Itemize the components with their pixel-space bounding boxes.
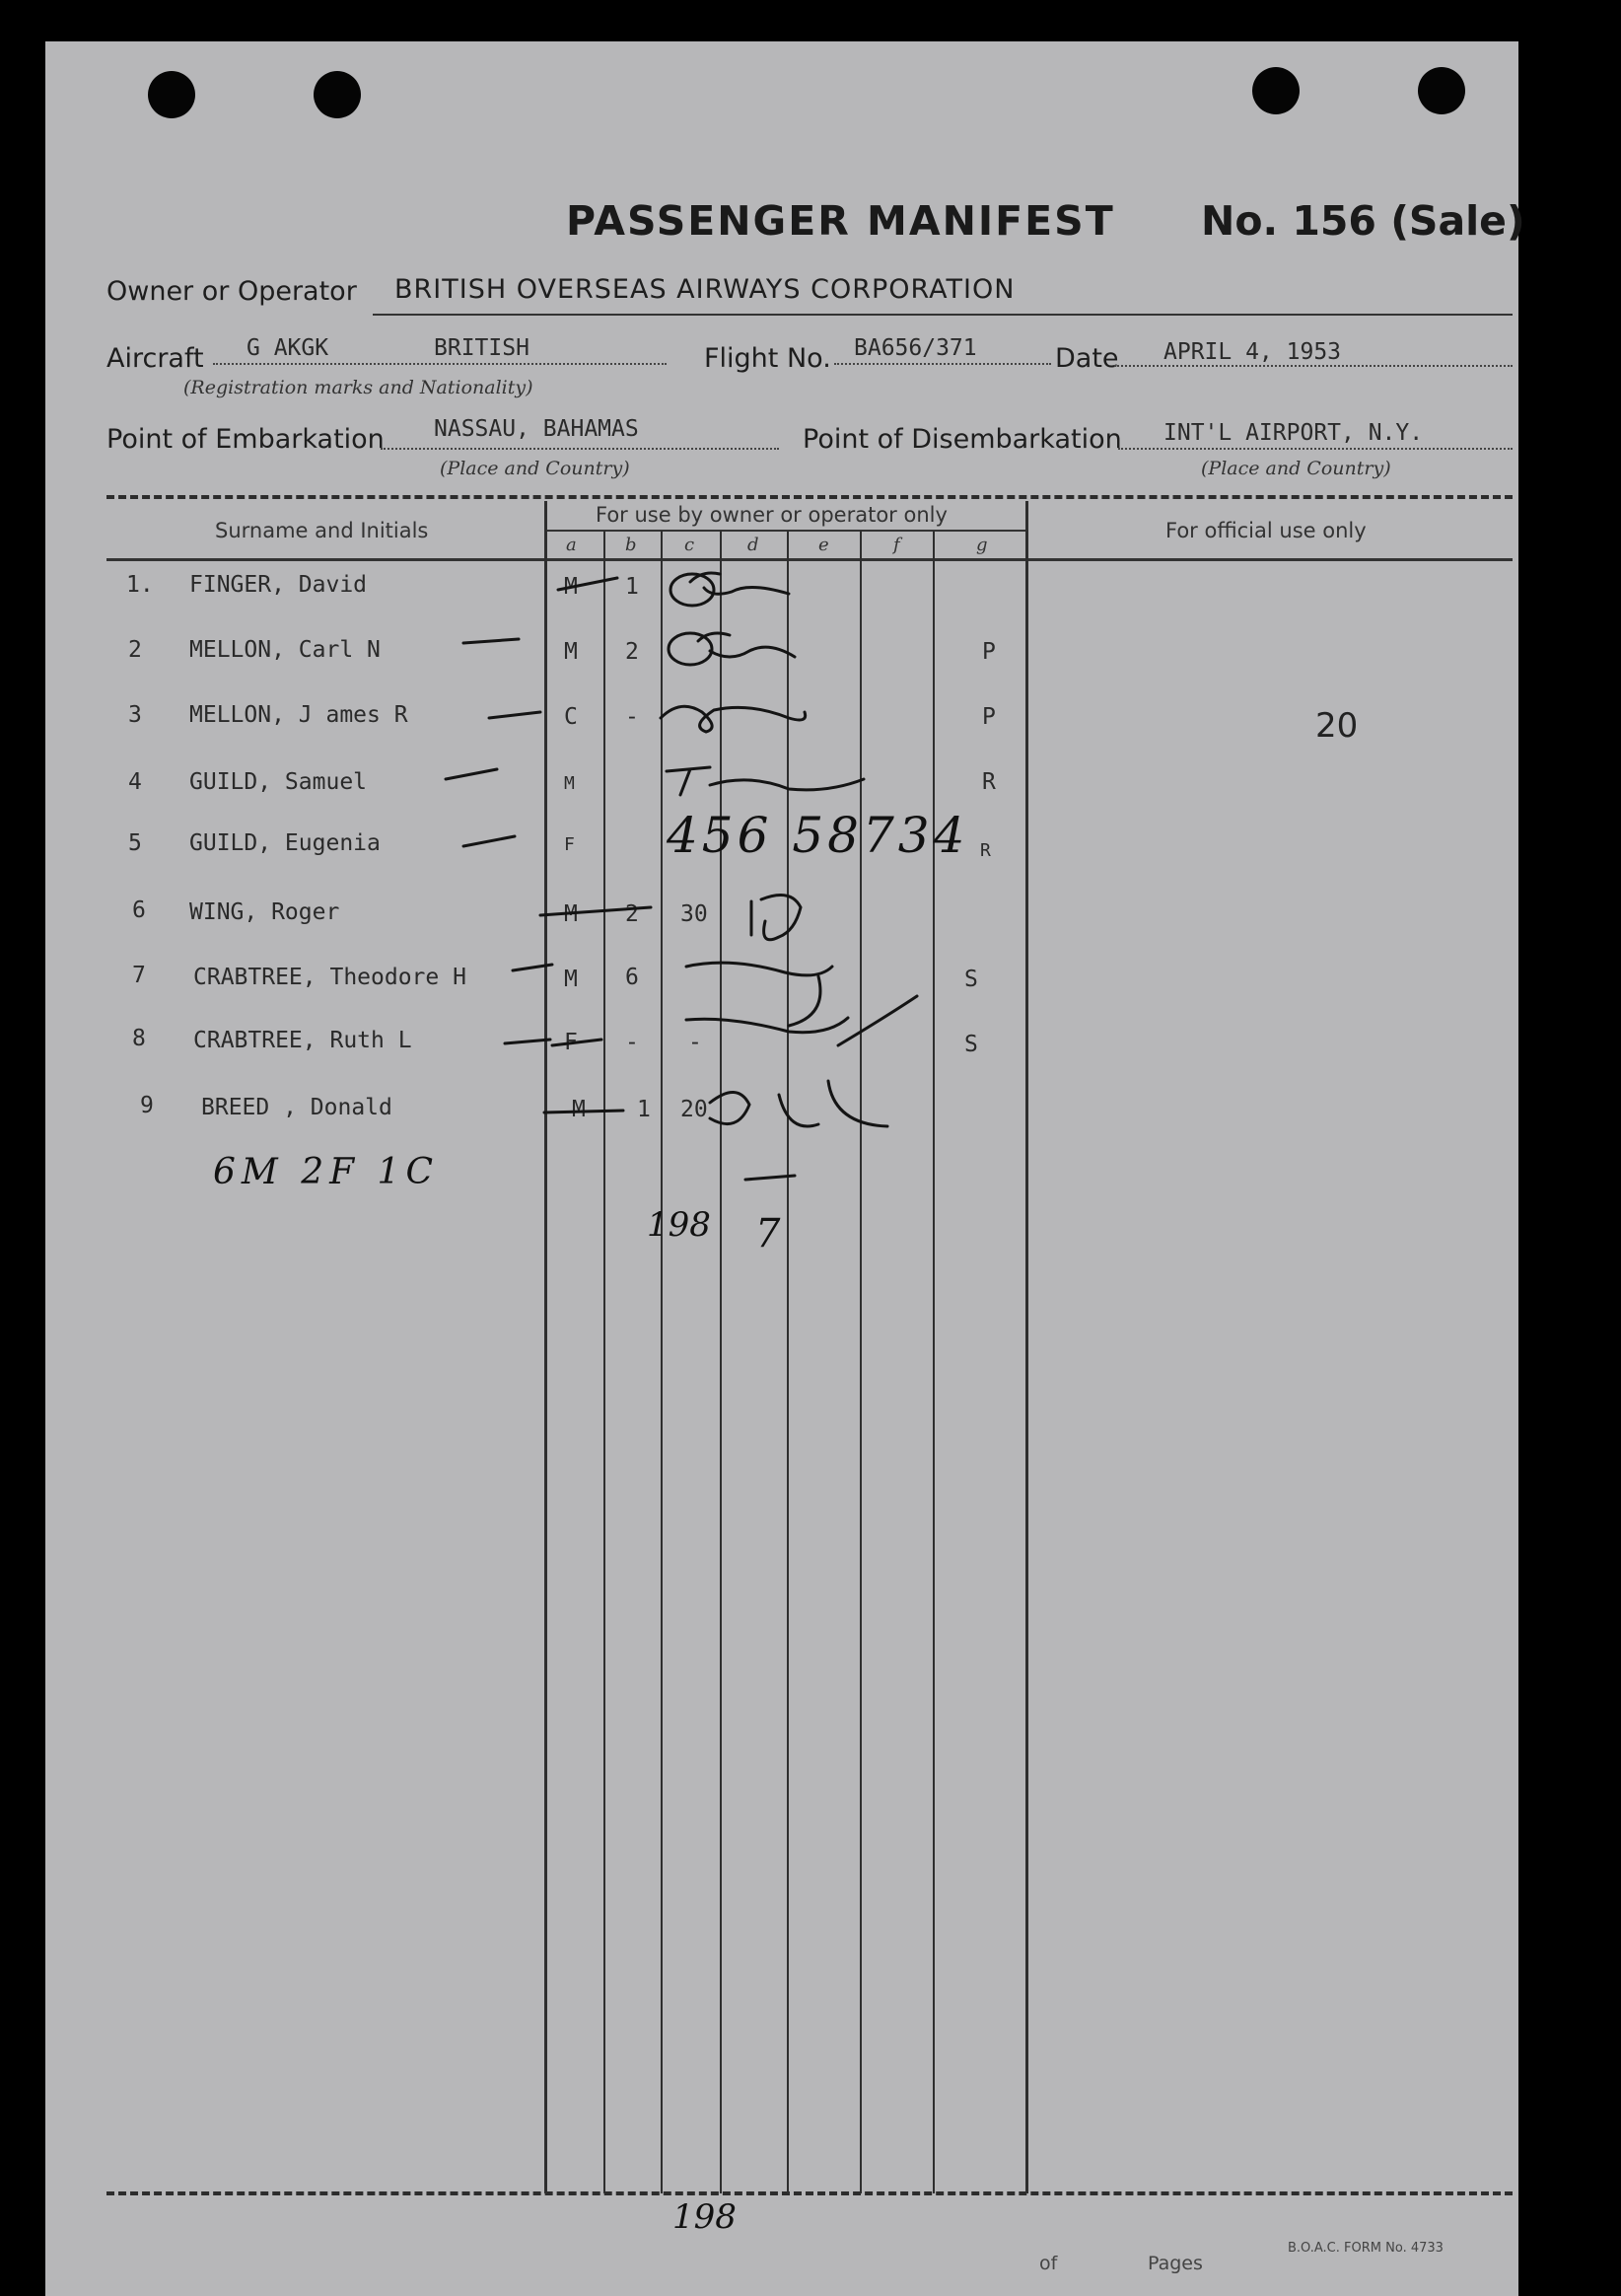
passenger-name: CRABTREE, Ruth L (193, 1028, 412, 1053)
cell-g: R (982, 769, 996, 795)
surname-header: Surname and Initials (215, 519, 429, 542)
passenger-name: FINGER, David (189, 572, 368, 598)
col-letter-c: c (684, 535, 695, 555)
owner-use-header: For use by owner or operator only (596, 503, 948, 527)
row-number: 3 (128, 702, 142, 728)
manifest-number: No. 156 (Sale) (1201, 197, 1525, 245)
col-letter-b: b (625, 535, 637, 555)
passenger-name: CRABTREE, Theodore H (193, 965, 466, 990)
aircraft-nationality: BRITISH (434, 335, 529, 361)
cell-c: - (688, 1030, 702, 1055)
cell-c: 30 (680, 901, 708, 927)
cell-a: M (564, 773, 575, 794)
footer-of: of (1039, 2253, 1058, 2274)
cell-a: M (572, 1097, 586, 1122)
row-number: 4 (128, 769, 142, 795)
cell-b: - (625, 1030, 639, 1055)
flight-label: Flight No. (704, 343, 831, 374)
cell-g: S (964, 1032, 978, 1057)
disembark-value: INT'L AIRPORT, N.Y. (1163, 420, 1424, 446)
official-use-number: 20 (1315, 706, 1359, 746)
handwritten-bottom-total: 198 (672, 2197, 737, 2237)
cell-g: P (982, 704, 996, 730)
cell-a: M (564, 639, 578, 665)
col-letter-e: e (818, 535, 829, 555)
row-dash (505, 1040, 550, 1043)
date-label: Date (1055, 343, 1119, 374)
passenger-name: GUILD, Samuel (189, 769, 368, 795)
row-number: 6 (132, 897, 146, 923)
strike-row1 (558, 578, 617, 590)
embark-value: NASSAU, BAHAMAS (434, 416, 639, 442)
passenger-name: BREED , Donald (201, 1095, 392, 1120)
strike-row8 (552, 1040, 601, 1045)
subtotal-bar (745, 1176, 795, 1180)
row-number: 8 (132, 1026, 146, 1051)
cell-b: 2 (625, 639, 639, 665)
cell-b: 1 (625, 574, 639, 600)
aircraft-label: Aircraft (106, 343, 204, 374)
scrawl-row7 (686, 963, 832, 1026)
col-letter-f: f (893, 535, 900, 555)
disembark-label: Point of Disembarkation (803, 424, 1122, 455)
cell-b: - (625, 704, 639, 730)
handwritten-row5-number: 456 58734 (667, 807, 969, 864)
cell-a: F (564, 1030, 578, 1055)
cell-a: M (564, 967, 578, 992)
passenger-name: GUILD, Eugenia (189, 830, 381, 856)
scrawl-row9 (710, 1081, 887, 1126)
row-dash (489, 712, 540, 718)
cell-a: F (564, 834, 575, 855)
scrawl-row6 (751, 896, 801, 940)
cell-c: 20 (680, 1097, 708, 1122)
aircraft-reg: G AKGK (247, 335, 329, 361)
cell-b: 6 (625, 965, 639, 990)
col-letter-d: d (747, 535, 759, 555)
row-dash (463, 639, 519, 643)
handwritten-subtotal-left: 198 (647, 1205, 711, 1245)
strike-row6 (540, 907, 651, 915)
official-use-header: For official use only (1165, 519, 1367, 542)
cell-g: P (982, 639, 996, 665)
cell-b: 1 (637, 1097, 651, 1122)
strike-row9 (544, 1111, 623, 1112)
row-number: 9 (140, 1093, 154, 1118)
row-number: 5 (128, 830, 142, 856)
flight-value: BA656/371 (854, 335, 977, 361)
row-dash (513, 965, 552, 970)
manifest-title: PASSENGER MANIFEST (566, 197, 1115, 245)
cell-g: R (980, 840, 991, 861)
handwritten-tally: 6M 2F 1C (213, 1152, 439, 1192)
scrawl-row3 (661, 706, 806, 732)
footer-pages: Pages (1148, 2253, 1203, 2274)
cell-a: C (564, 704, 578, 730)
aircraft-caption: (Registration marks and Nationality) (183, 377, 533, 398)
row-dash (463, 836, 515, 846)
cell-a: M (564, 901, 578, 927)
passenger-name: WING, Roger (189, 899, 340, 925)
cell-b: 2 (625, 901, 639, 927)
passenger-name: MELLON, J ames R (189, 702, 408, 728)
row-dash (446, 769, 497, 779)
owner-label: Owner or Operator (106, 276, 357, 307)
owner-value: BRITISH OVERSEAS AIRWAYS CORPORATION (394, 274, 1016, 305)
row-number: 7 (132, 963, 146, 988)
col-letter-g: g (976, 535, 988, 555)
handwritten-subtotal-right: 7 (755, 1211, 781, 1256)
col-letter-a: a (566, 535, 577, 555)
disembark-caption: (Place and Country) (1201, 458, 1391, 479)
embark-caption: (Place and Country) (440, 458, 630, 479)
scrawl-row4 (667, 767, 864, 795)
embark-label: Point of Embarkation (106, 424, 385, 455)
row-number: 2 (128, 637, 142, 663)
passenger-name: MELLON, Carl N (189, 637, 381, 663)
circle-row2 (669, 633, 712, 665)
cell-a: M (564, 574, 578, 600)
row-number: 1. (126, 572, 154, 598)
cell-g: S (964, 967, 978, 992)
footer-form-number: B.O.A.C. FORM No. 4733 (1288, 2241, 1444, 2256)
date-value: APRIL 4, 1953 (1163, 339, 1342, 365)
